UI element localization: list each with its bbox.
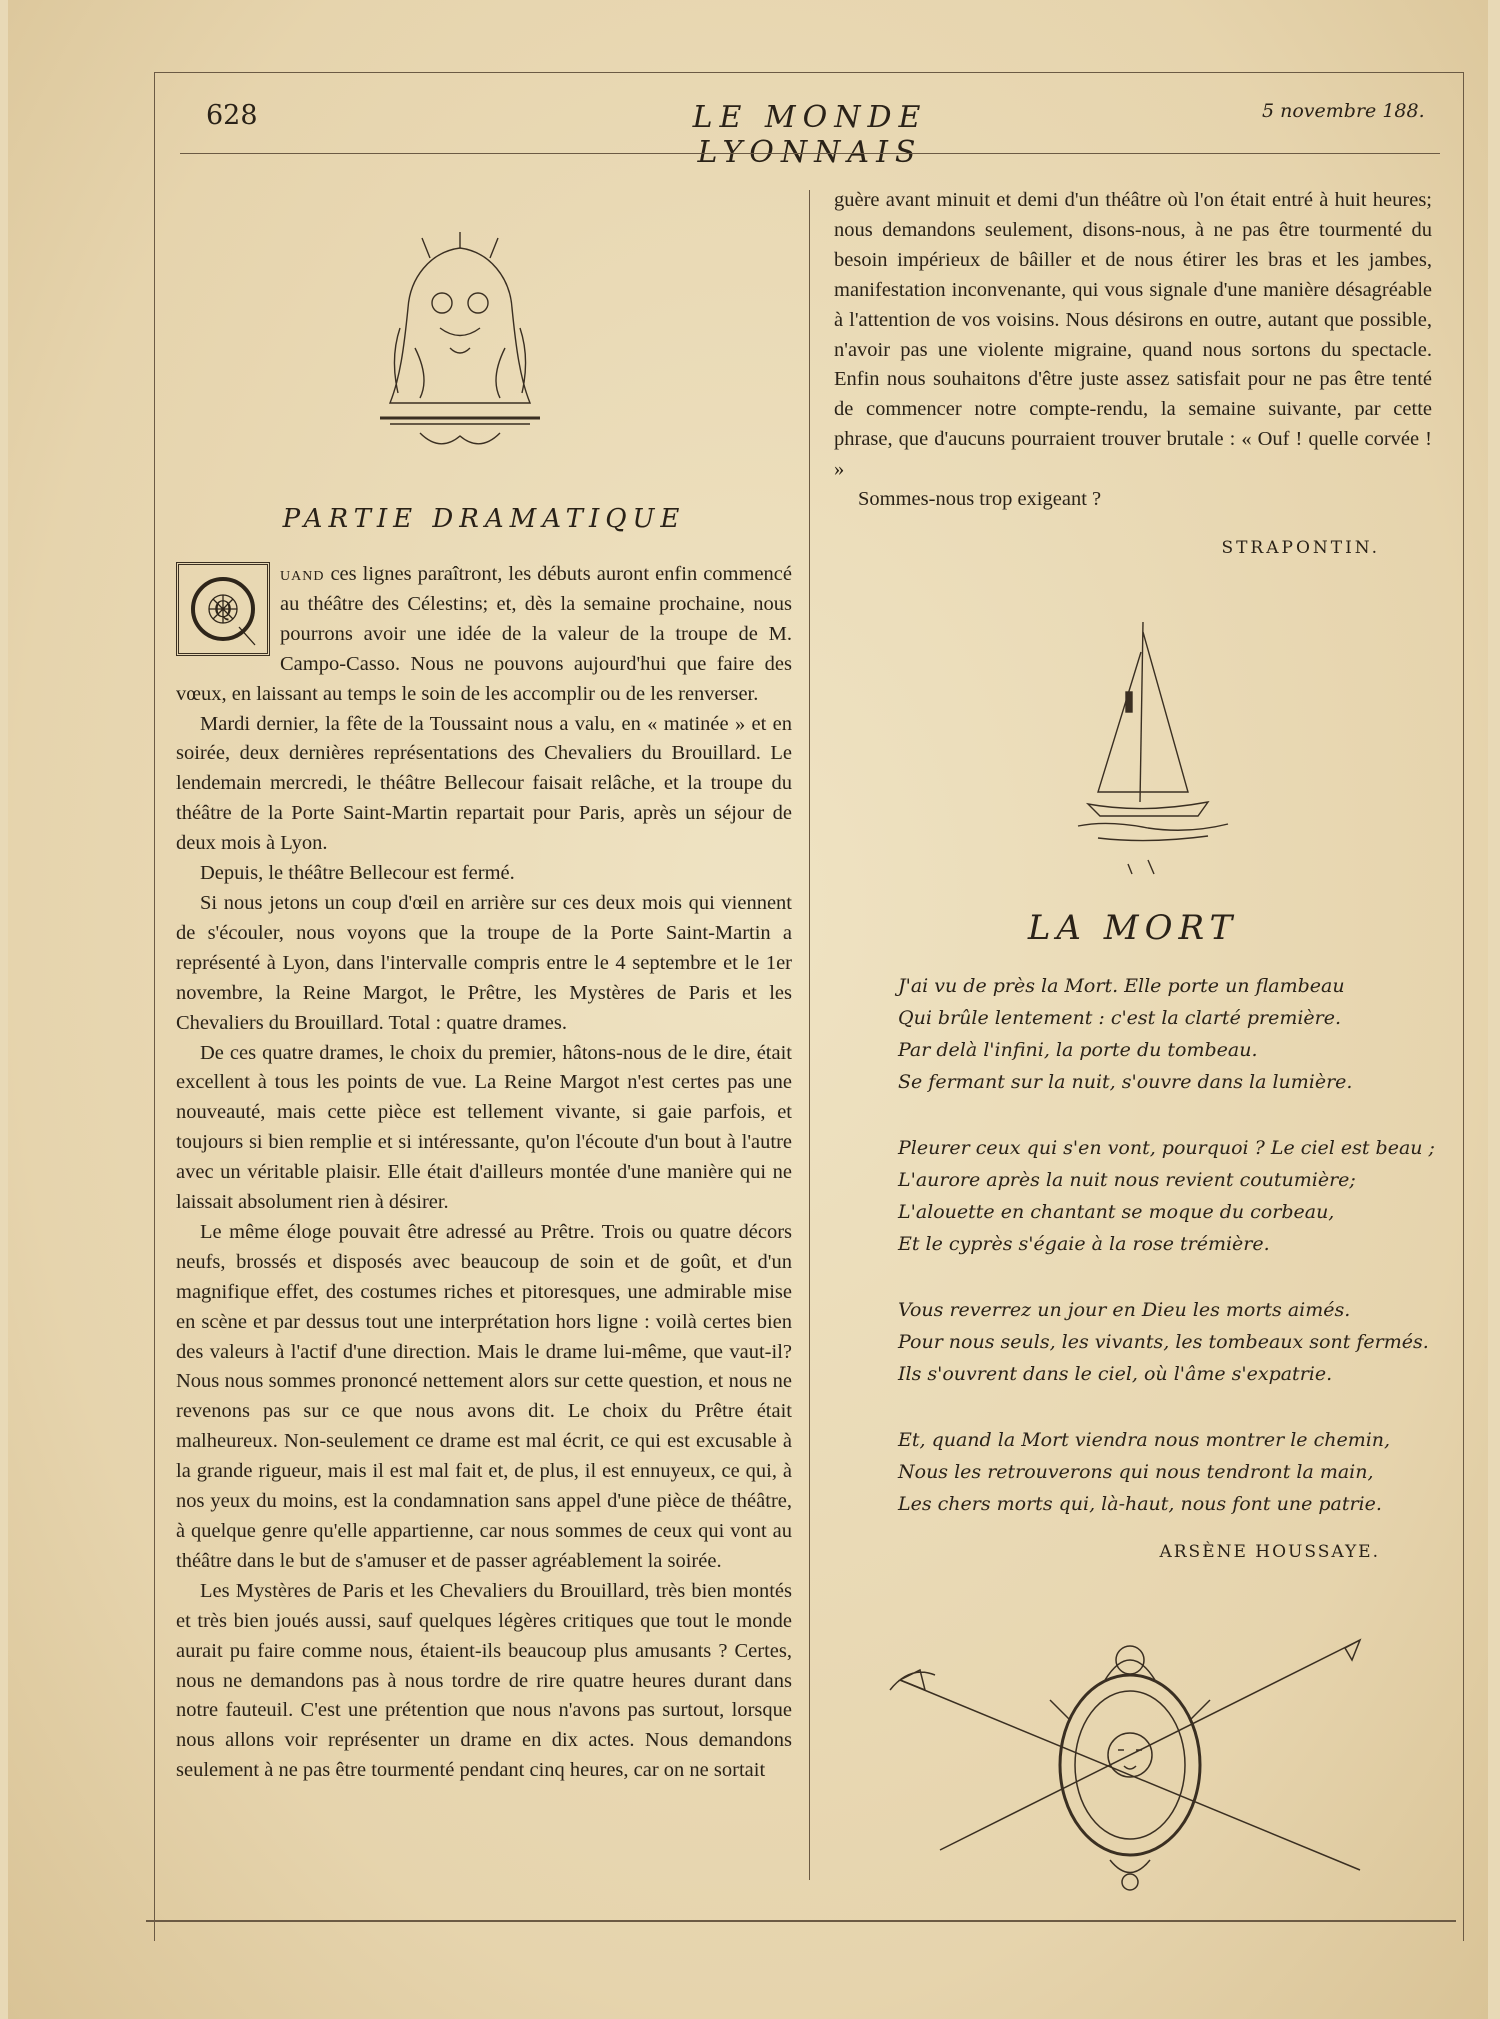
poem-stanza [898, 1294, 1429, 1390]
masthead: LE MONDE LYONNAIS [692, 100, 928, 170]
article-paragraph: Q uand ces lignes paraîtront, les débuts auront enfin commencé au théâtre des Célestins; et, dès la semaine prochaine, nous pourrons avoir une idée de la valeur de la troupe de M. Campo-Casso. Nous ne pouvons aujourd'hui que faire des vœux, en laissant au temps le soin de les accomplir ou de les renverser. [176, 563, 792, 705]
article-paragraph: Mardi dernier, la fête de la Toussaint nous a valu, en « matinée » et en soirée, deux dernières représentations des Chevaliers du Brouillard. Le lendemain mercredi, le théâtre Bellecour faisait relâche, et la troupe du théâtre de la Porte Saint-Martin repartait pour Paris, après un séjour de deux mois à Lyon. [176, 712, 792, 855]
article-paragraph: Le même éloge pouvait être adressé au Prêtre. Trois ou quatre décors neufs, brossés et disposés avec beaucoup de soin et de goût, et d'un magnifique effet, des costumes riches et pitoresques, une admirable mise en scène et par dessus tout une interprétation hors ligne : voilà certes bien des valeurs à l'actif d'une direction. Mais le drame lui-même, que vaut-il? Nous nous sommes prononcé nettement alors sur cette question, et nous ne revenons pas sur ce que nous avons dit. Le choix du Prêtre était malheureux. Non-seulement ce drame est mal écrit, ce qui est excusable à la grande rigueur, mais il est mal fait et, de plus, il est ennuyeux, ce qui, à nos yeux du moins, est la condamnation sans appel d'une pièce de théâtre, à quelque genre qu'elle appartienne, car nous sommes de ceux qui vont au théâtre dans le but de s'amuser et de passer agréablement la soirée. [176, 1220, 792, 1572]
left-column [176, 560, 792, 1786]
article-paragraph: De ces quatre drames, le choix du premier, hâtons-nous de le dire, était excellent à tous les points de vue. La Reine Margot n'est certes pas une nouveauté, mais cette pièce est tellement vivante, si gaie parfois, et toujours si bien remplie et si intéressante, qu'on l'écoute d'un bout à l'autre avec un véritable plaisir. Elle était d'ailleurs montée d'une manière qui ne laissait absolument rien à désirer. [176, 1041, 792, 1214]
poem-line: Et, quand la Mort viendra nous montrer le chemin, [898, 1429, 1391, 1451]
poem-title: LA MORT [1027, 908, 1239, 948]
sailboat-illustration [1068, 612, 1238, 882]
page-number: 628 [206, 100, 258, 131]
poem-stanza [898, 1424, 1418, 1520]
dropcap-letter: Q [213, 598, 233, 623]
poem-line: Se fermant sur la nuit, s'ouvre dans la lumière. [898, 1071, 1353, 1093]
article-paragraph: Les Mystères de Paris et les Chevaliers du Brouillard, très bien montés et très bien joués aussi, sauf quelques légères critiques que tout le monde aurait pu faire comme nous, étaient-ils beaucoup plus amusants ? Certes, nous ne demandons pas à nous tordre de rire quatre heures durant dans notre fauteuil. C'est une prétention que nous n'avons pas surtout, lorsque nous allons voir représenter un drame en dix actes. Nous demandons seulement à ne pas être tourmenté pendant cinq heures, car on ne sortait [176, 1579, 792, 1782]
dropcap-ornament [176, 562, 270, 656]
poem-line: Ils s'ouvrent dans le ciel, où l'âme s'expatrie. [898, 1363, 1333, 1385]
poem-line: Pour nous seuls, les vivants, les tombeaux sont fermés. [898, 1331, 1429, 1353]
poem-stanza [898, 1132, 1435, 1260]
section-title-partie-dramatique: PARTIE DRAMATIQUE [282, 504, 686, 534]
poem-la-mort [898, 970, 1435, 1554]
lion-ornament-illustration [360, 228, 560, 468]
issue-date: 5 novembre 188. [1262, 100, 1425, 122]
poem-line: Nous les retrouverons qui nous tendront la main, [898, 1461, 1374, 1483]
article-signature: STRAPONTIN. [1221, 538, 1380, 558]
bottom-rule [146, 1920, 1456, 1922]
poem-line: L'aurore après la nuit nous revient coutumière; [898, 1169, 1356, 1191]
right-column [834, 186, 1432, 515]
article-paragraph: Sommes-nous trop exigeant ? [858, 488, 1102, 511]
poem-stanza [898, 970, 1418, 1098]
column-rule [809, 190, 810, 1880]
crest-with-weapons-illustration [880, 1620, 1380, 1900]
header-rule [180, 153, 1440, 154]
poem-signature: ARSÈNE HOUSSAYE. [1159, 1542, 1380, 1562]
poem-line: Par delà l'infini, la porte du tombeau. [898, 1039, 1258, 1061]
poem-line: J'ai vu de près la Mort. Elle porte un flambeau [898, 975, 1345, 997]
article-paragraph: Si nous jetons un coup d'œil en arrière sur ces deux mois qui viennent de s'écouler, nous voyons que la troupe de la Porte Saint-Martin a représenté à Lyon, dans l'intervalle compris entre le 4 septembre et le 1er novembre, la Reine Margot, le Prêtre, les Mystères de Paris et les Chevaliers du Brouillard. Total : quatre drames. [176, 891, 792, 1034]
poem-line: Les chers morts qui, là-haut, nous font une patrie. [898, 1493, 1382, 1515]
poem-line: Qui brûle lentement : c'est la clarté première. [898, 1007, 1342, 1029]
article-paragraph: guère avant minuit et demi d'un théâtre où l'on était entré à huit heures; nous demandons seulement, disons-nous, à ne pas être tourmenté du besoin impérieux de bâiller et de nous étirer les bras et les jambes, manifestation inconvenante, qui vous signale d'une manière désagréable à l'attention de vos voisins. Nous désirons en outre, autant que possible, n'avoir pas une violente migraine, quand nous sortons du spectacle. Enfin nous souhaitons d'être juste assez satisfait pour ne pas être tenté de commencer notre compte-rendu, la semaine suivante, par cette phrase, que d'aucuns pourraient trouver brutale : « Ouf ! quelle corvée ! » [834, 189, 1432, 481]
article-paragraph: Depuis, le théâtre Bellecour est fermé. [200, 862, 515, 885]
poem-line: Pleurer ceux qui s'en vont, pourquoi ? Le ciel est beau ; [898, 1137, 1435, 1159]
dropcap-continuation: uand [280, 563, 325, 585]
poem-line: Vous reverrez un jour en Dieu les morts aimés. [898, 1299, 1351, 1321]
poem-line: Et le cyprès s'égaie à la rose trémière. [898, 1233, 1270, 1255]
poem-line: L'alouette en chantant se moque du corbeau, [898, 1201, 1335, 1223]
